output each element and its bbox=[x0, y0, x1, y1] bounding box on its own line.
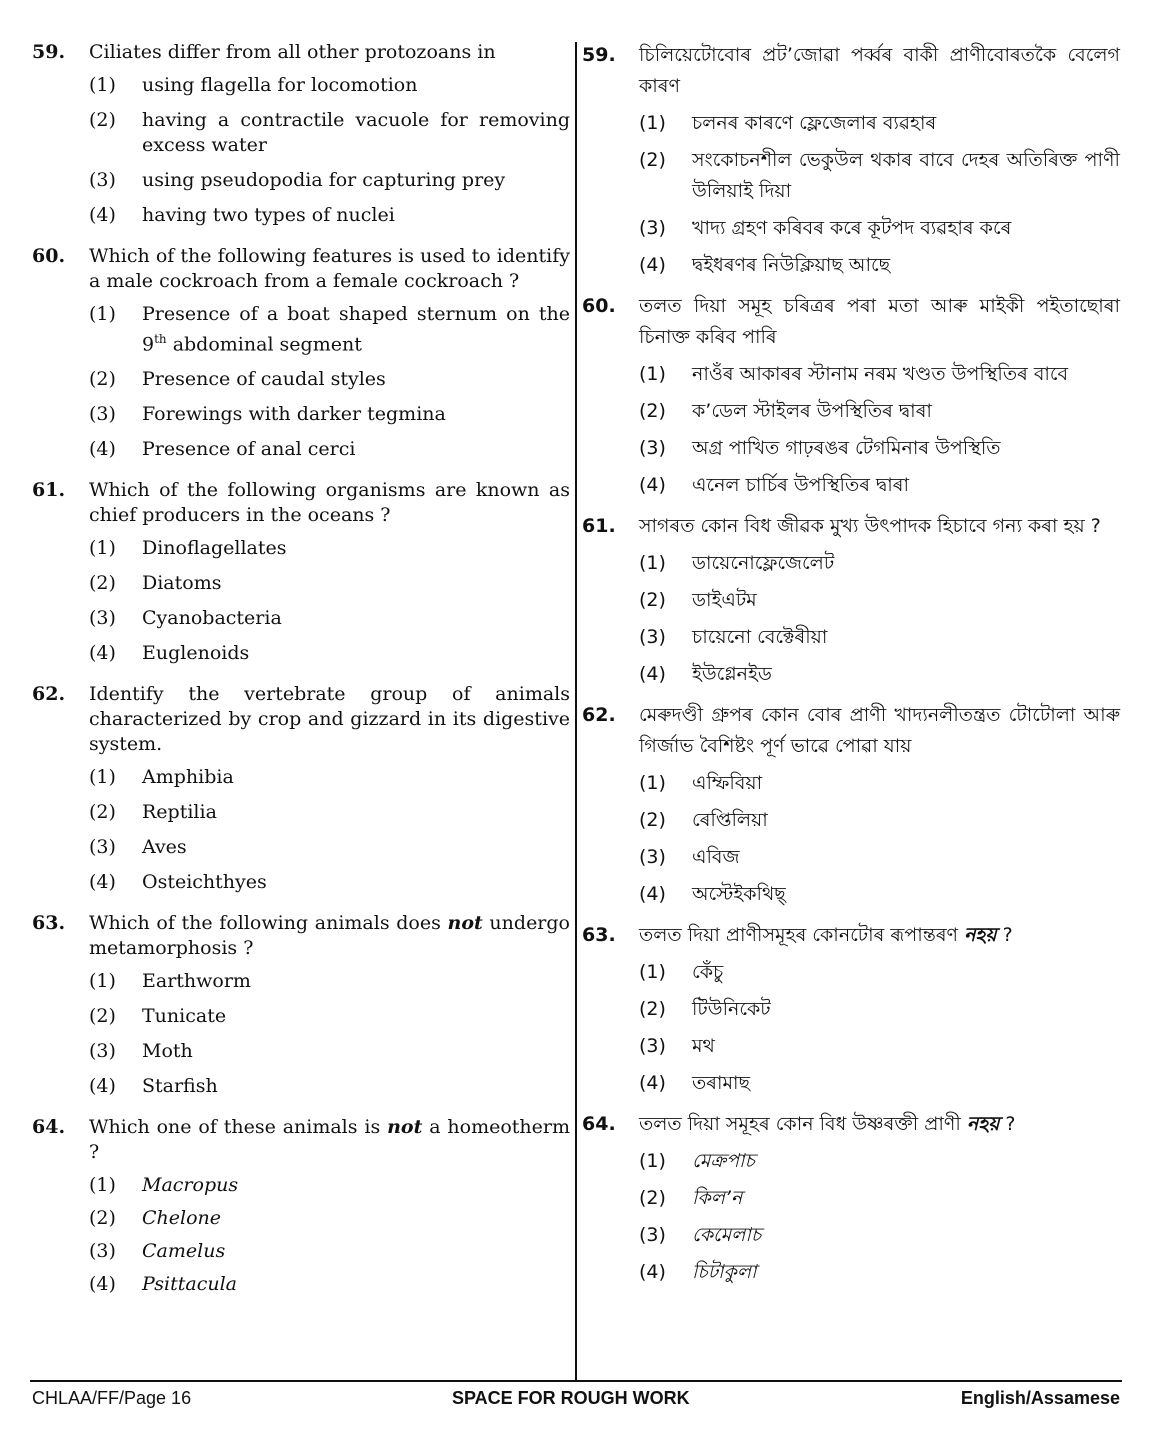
option-number: (2) bbox=[89, 572, 116, 595]
question-text bbox=[639, 1109, 1120, 1140]
question-text: তলত দিয়া সমূহ চৰিত্ৰৰ পৰা মতা আৰু মাইকী পইতাছোৰা চিনাক্ত কৰিব পাৰি bbox=[639, 295, 1120, 348]
option-number: (2) bbox=[89, 368, 116, 391]
option bbox=[639, 957, 1120, 988]
option-text: Forewings with darker tegmina bbox=[142, 403, 446, 426]
option-text: খাদ্য গ্রহণ কৰিবৰ কৰে কূটপদ ব্যৱহাৰ কৰে bbox=[692, 217, 1012, 239]
option-number: (4) bbox=[89, 871, 116, 894]
option bbox=[89, 800, 570, 825]
option-text: দ্বইধৰণৰ নিউক্লিয়াছ আছে bbox=[692, 254, 891, 276]
option-number: (2) bbox=[639, 998, 666, 1020]
question-60-as bbox=[582, 291, 1120, 501]
question-text-part: তলত দিয়া সমূহৰ কোন বিধ উষ্ণৰক্তী প্ৰাণী bbox=[639, 1113, 967, 1135]
option-text: Dinoflagellates bbox=[142, 537, 287, 560]
option-number: (1) bbox=[639, 1150, 666, 1172]
option bbox=[639, 879, 1120, 910]
option bbox=[639, 585, 1120, 616]
superscript: th bbox=[154, 332, 167, 346]
option-number: (4) bbox=[639, 883, 666, 905]
question-number: 61. bbox=[32, 479, 66, 502]
option-number: (4) bbox=[639, 254, 666, 276]
option-text: ডায়েনোফ্লেজেলেট bbox=[692, 552, 835, 574]
option-number: (2) bbox=[639, 400, 666, 422]
option bbox=[89, 367, 570, 392]
option-number: (2) bbox=[639, 809, 666, 831]
english-column bbox=[32, 40, 570, 1307]
option-text: Tunicate bbox=[142, 1005, 227, 1028]
option-text: Diatoms bbox=[142, 572, 222, 595]
question-59-en bbox=[32, 40, 570, 228]
option-text: কেঁচু bbox=[692, 961, 724, 983]
option bbox=[639, 250, 1120, 281]
option bbox=[89, 168, 570, 193]
option bbox=[89, 870, 570, 895]
option bbox=[639, 1257, 1120, 1288]
option bbox=[89, 302, 570, 357]
option-number: (1) bbox=[639, 772, 666, 794]
option-text: Presence of caudal styles bbox=[142, 368, 386, 391]
option-number: (1) bbox=[639, 112, 666, 134]
option-text: using flagella for locomotion bbox=[142, 74, 418, 96]
option bbox=[89, 641, 570, 666]
question-text-part: Which one of these animals is bbox=[89, 1116, 388, 1139]
question-text: মেৰুদণ্ডী গ্ৰুপৰ কোন বোৰ প্ৰাণী খাদ্যনলীতন্ত্ৰত টোটোলা আৰু গিৰ্জাভ বৈশিষ্টং পূৰ্ণ ভাৱে পোৱা যায় bbox=[639, 704, 1120, 757]
option-number: (3) bbox=[639, 626, 666, 648]
question-60-en bbox=[32, 244, 570, 462]
question-text-part: Which of the following animals does bbox=[89, 912, 448, 935]
option bbox=[639, 108, 1120, 139]
question-number: 59. bbox=[32, 41, 66, 63]
option-text: Osteichthyes bbox=[142, 871, 267, 894]
option-number: (3) bbox=[639, 217, 666, 239]
question-number: 60. bbox=[582, 295, 616, 317]
option bbox=[89, 1074, 570, 1099]
option-number: (1) bbox=[89, 970, 116, 993]
option-number: (4) bbox=[89, 1075, 116, 1098]
question-number: 63. bbox=[582, 924, 616, 946]
option-number: (3) bbox=[89, 1040, 116, 1063]
option bbox=[89, 402, 570, 427]
option bbox=[89, 1272, 570, 1297]
question-number: 62. bbox=[582, 704, 616, 726]
option-text: having two types of nuclei bbox=[142, 204, 395, 226]
option-text: ডাইএটম bbox=[692, 589, 757, 611]
option bbox=[89, 437, 570, 462]
option-text: ৰেপ্তিলিয়া bbox=[692, 809, 768, 831]
question-number: 63. bbox=[32, 912, 66, 935]
option-number: (1) bbox=[639, 363, 666, 385]
option-text: Starfish bbox=[142, 1075, 218, 1098]
option bbox=[639, 659, 1120, 690]
option-text: চিটাকুলা bbox=[692, 1261, 757, 1283]
option bbox=[639, 1220, 1120, 1251]
option-text-part: abdominal segment bbox=[166, 333, 362, 356]
question-number: 60. bbox=[32, 245, 66, 267]
option bbox=[89, 1173, 570, 1198]
question-number: 64. bbox=[582, 1113, 616, 1135]
question-text-part: ? bbox=[999, 1113, 1016, 1135]
option-text: Presence of anal cerci bbox=[142, 438, 356, 461]
option-number: (3) bbox=[89, 607, 116, 630]
option-number: (1) bbox=[639, 961, 666, 983]
option-number: (2) bbox=[89, 109, 116, 131]
option-number: (1) bbox=[89, 766, 116, 789]
option-number: (3) bbox=[89, 836, 116, 859]
option bbox=[639, 548, 1120, 579]
option-text: Macropus bbox=[142, 1174, 239, 1197]
option-text: Earthworm bbox=[142, 970, 251, 993]
option-number: (2) bbox=[89, 1207, 116, 1230]
option-text: এনেল চাৰ্চিৰ উপস্থিতিৰ দ্বাৰা bbox=[692, 474, 909, 496]
emphasis-not: নহয় bbox=[964, 924, 997, 946]
question-61-en bbox=[32, 478, 570, 666]
question-64-en bbox=[32, 1115, 570, 1297]
option-text: কেমেলাচ bbox=[692, 1224, 762, 1246]
option bbox=[89, 835, 570, 860]
question-text bbox=[89, 1115, 570, 1165]
option-text: এম্ফিবিয়া bbox=[692, 772, 763, 794]
option bbox=[639, 213, 1120, 244]
question-64-as bbox=[582, 1109, 1120, 1288]
question-text-part: ? bbox=[996, 924, 1013, 946]
language-label: English/Assamese bbox=[960, 1388, 1120, 1408]
option-text: তৰামাছ bbox=[692, 1072, 751, 1094]
footer-divider bbox=[30, 1380, 1122, 1382]
question-text: সাগৰত কোন বিধ জীৱক মুখ্য উৎপাদক হিচাবে গন্য কৰা হয় ? bbox=[639, 515, 1101, 537]
option-text: এবিজ bbox=[692, 846, 740, 868]
question-61-as bbox=[582, 511, 1120, 690]
option-number: (3) bbox=[89, 1240, 116, 1263]
option-number: (4) bbox=[89, 1273, 116, 1296]
option bbox=[89, 1206, 570, 1231]
question-number: 59. bbox=[582, 44, 616, 66]
emphasis-not: not bbox=[387, 1116, 423, 1139]
option bbox=[639, 433, 1120, 464]
column-divider bbox=[575, 42, 577, 1380]
option bbox=[89, 1239, 570, 1264]
question-text: Which of the following organisms are known as chief producers in the oceans ? bbox=[89, 479, 570, 527]
option-text: Amphibia bbox=[142, 766, 234, 789]
option-text: Camelus bbox=[142, 1240, 226, 1263]
option bbox=[89, 969, 570, 994]
option-text: Euglenoids bbox=[142, 642, 250, 665]
option-number: (4) bbox=[89, 204, 116, 226]
option-number: (4) bbox=[639, 1261, 666, 1283]
option-text: Psittacula bbox=[142, 1273, 237, 1296]
option bbox=[639, 1146, 1120, 1177]
question-text: Ciliates differ from all other protozoans in bbox=[89, 41, 496, 63]
option-text: Reptilia bbox=[142, 801, 217, 824]
option-number: (4) bbox=[89, 438, 116, 461]
question-number: 61. bbox=[582, 515, 616, 537]
option bbox=[89, 765, 570, 790]
option-number: (4) bbox=[639, 1072, 666, 1094]
option bbox=[639, 145, 1120, 207]
option-text: চলনৰ কাৰণে ফ্লেজেলাৰ ব্যৱহাৰ bbox=[692, 112, 937, 134]
assamese-column bbox=[582, 40, 1120, 1298]
option-number: (4) bbox=[89, 642, 116, 665]
question-59-as bbox=[582, 40, 1120, 281]
option bbox=[89, 1039, 570, 1064]
option-text: সংকোচনশীল ভেকুউল থকাৰ বাবে দেহৰ অতিৰিক্ত পাণী উলিয়াই দিয়া bbox=[692, 149, 1120, 202]
option-text: having a contractile vacuole for removing excess water bbox=[142, 109, 570, 156]
option-text-part: Presence of a boat shaped sternum on the 9 bbox=[142, 303, 570, 356]
question-text bbox=[639, 920, 1120, 951]
option bbox=[89, 571, 570, 596]
option-number: (3) bbox=[89, 403, 116, 426]
option bbox=[639, 396, 1120, 427]
question-text-part: a homeotherm ? bbox=[89, 1116, 570, 1164]
option bbox=[639, 1031, 1120, 1062]
question-62-as bbox=[582, 700, 1120, 910]
option-number: (2) bbox=[89, 801, 116, 824]
question-text: Which of the following features is used to identify a male cockroach from a female cockroach ? bbox=[89, 245, 570, 292]
option-number: (1) bbox=[89, 1174, 116, 1197]
page-code: CHLAA/FF/Page 16 bbox=[32, 1388, 192, 1408]
option-number: (1) bbox=[89, 303, 116, 325]
question-text-part: তলত দিয়া প্ৰাণীসমূহৰ কোনটোৰ ৰূপান্তৰণ bbox=[639, 924, 965, 946]
option-number: (2) bbox=[639, 149, 666, 171]
option-number: (2) bbox=[639, 1187, 666, 1209]
option-text: ইউগ্লেনইড bbox=[692, 663, 772, 685]
option-text: কিল’ন bbox=[692, 1187, 743, 1209]
rough-work-label: SPACE FOR ROUGH WORK bbox=[452, 1388, 690, 1408]
option-text: using pseudopodia for capturing prey bbox=[142, 169, 506, 191]
option-text: অগ্ৰ পাখিত গাঢ়ৰঙৰ টেগমিনাৰ উপস্থিতি bbox=[692, 437, 1001, 459]
option bbox=[639, 768, 1120, 799]
emphasis-not: not bbox=[447, 912, 483, 935]
option bbox=[639, 359, 1120, 390]
option bbox=[89, 203, 570, 228]
option-text: মেক্ৰপাচ bbox=[692, 1150, 755, 1172]
option-number: (1) bbox=[639, 552, 666, 574]
option-text: মথ bbox=[692, 1035, 715, 1057]
option bbox=[89, 606, 570, 631]
question-63-as bbox=[582, 920, 1120, 1099]
question-text: Identify the vertebrate group of animals characterized by crop and gizzard in its digestive system. bbox=[89, 683, 570, 756]
option-number: (4) bbox=[639, 663, 666, 685]
option-text: Moth bbox=[142, 1040, 193, 1063]
option-text: টিউনিকেট bbox=[692, 998, 771, 1020]
option-text: Aves bbox=[142, 836, 187, 859]
option bbox=[89, 1004, 570, 1029]
question-63-en bbox=[32, 911, 570, 1099]
question-text bbox=[89, 911, 570, 961]
option-text: Cyanobacteria bbox=[142, 607, 282, 630]
option bbox=[639, 622, 1120, 653]
option bbox=[639, 470, 1120, 501]
option-text bbox=[142, 302, 570, 357]
question-number: 64. bbox=[32, 1116, 66, 1139]
option-text: নাওঁৰ আকাৰৰ স্টানাম নৰম খণ্ডত উপস্থিতিৰ বাবে bbox=[692, 363, 1069, 385]
option-number: (3) bbox=[639, 846, 666, 868]
option bbox=[639, 1183, 1120, 1214]
option bbox=[89, 73, 570, 98]
option-number: (1) bbox=[89, 537, 116, 560]
question-text-part: undergo metamorphosis ? bbox=[89, 912, 570, 960]
option bbox=[639, 842, 1120, 873]
option-number: (4) bbox=[639, 474, 666, 496]
option bbox=[639, 994, 1120, 1025]
question-62-en bbox=[32, 682, 570, 895]
option-number: (3) bbox=[639, 1035, 666, 1057]
option bbox=[639, 1068, 1120, 1099]
option bbox=[639, 805, 1120, 836]
option bbox=[89, 108, 570, 158]
question-text: চিলিয়েটোবোৰ প্রট’জোৱা পৰ্ব্বৰ বাকী প্রাণীবোৰতকৈ বেলেগ কাৰণ bbox=[639, 44, 1120, 97]
option-number: (2) bbox=[89, 1005, 116, 1028]
option-text: Chelone bbox=[142, 1207, 222, 1230]
option-number: (3) bbox=[89, 169, 116, 191]
option-text: চায়েনো বেক্টেৰীয়া bbox=[692, 626, 828, 648]
option-number: (3) bbox=[639, 1224, 666, 1246]
question-number: 62. bbox=[32, 683, 66, 706]
option-number: (3) bbox=[639, 437, 666, 459]
option-number: (2) bbox=[639, 589, 666, 611]
option-number: (1) bbox=[89, 74, 116, 96]
option bbox=[89, 536, 570, 561]
option-text: ক’ডেল স্টাইলৰ উপস্থিতিৰ দ্বাৰা bbox=[692, 400, 932, 422]
option-text: অস্টেইকথিছ্ bbox=[692, 883, 786, 905]
emphasis-not: নহয় bbox=[966, 1113, 1000, 1135]
